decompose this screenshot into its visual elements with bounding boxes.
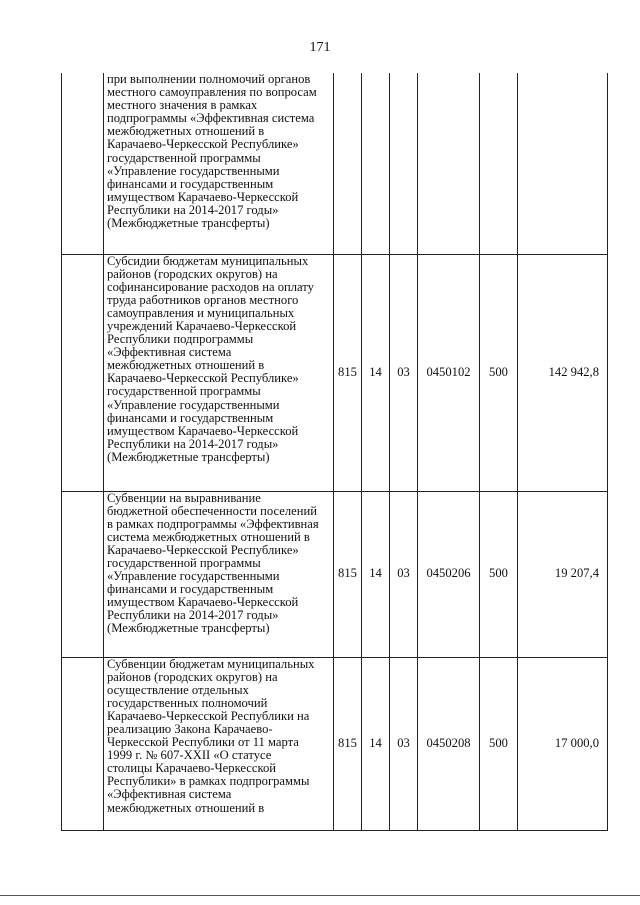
description-line: «Управление государственными — [107, 163, 280, 178]
description-line: бюджетной обеспеченности поселений — [107, 503, 317, 518]
page-number: 171 — [309, 40, 331, 55]
target-article-cell: 0450206 — [418, 491, 480, 657]
description-line: осуществление отдельных — [107, 682, 249, 697]
description-line: Карачаево-Черкесской Республике» — [107, 137, 299, 152]
description-line: Карачаево-Черкесской Республике» — [107, 542, 299, 557]
description-line: имуществом Карачаево-Черкесской — [107, 189, 299, 204]
description-line: Республики на 2014-2017 годы» — [107, 436, 279, 451]
subsection-code-cell: 03 — [390, 491, 418, 657]
description-line: при выполнении полномочий органов — [107, 72, 311, 86]
description-line: учреждений Карачаево-Черкесской — [107, 318, 297, 333]
section-code-cell: 14 — [362, 254, 390, 491]
description-line: Карачаево-Черкесской Республики на — [107, 708, 310, 723]
description-line: межбюджетных отношений в — [107, 358, 265, 373]
description-line: Республики» в рамках подпрограммы — [107, 774, 310, 789]
row-index-cell — [62, 73, 104, 254]
ministry-code-cell: 815 — [334, 657, 362, 830]
section-code-cell: 14 — [362, 491, 390, 657]
description-line: в рамках подпрограммы «Эффективная — [107, 516, 319, 531]
description-line: Черкесской Республики от 11 марта — [107, 735, 299, 750]
table-row — [62, 491, 608, 657]
subsection-code-cell: 03 — [390, 657, 418, 830]
description-line: межбюджетных отношений в — [107, 124, 265, 139]
description-line: Республики на 2014-2017 годы» — [107, 202, 279, 217]
description-line: «Эффективная система — [107, 345, 232, 360]
section-code-cell: 14 — [362, 657, 390, 830]
row-description — [104, 73, 334, 254]
description-line: государственной программы — [107, 555, 261, 570]
page-bottom-edge — [0, 895, 640, 896]
description-line: софинансирование расходов на оплату — [107, 279, 314, 294]
description-line: межбюджетных отношений в — [107, 800, 265, 815]
expense-type-cell — [480, 73, 518, 254]
expense-type-cell: 500 — [480, 254, 518, 491]
amount-cell — [518, 73, 608, 254]
description-line: «Управление государственными — [107, 569, 280, 584]
row-index-cell — [62, 657, 104, 830]
description-line: столицы Карачаево-Черкесской — [107, 761, 276, 776]
description-line: (Межбюджетные трансферты) — [107, 216, 270, 231]
description-line: Субвенции бюджетам муниципальных — [107, 656, 315, 671]
target-article-cell — [418, 73, 480, 254]
row-description — [104, 491, 334, 657]
description-line: (Межбюджетные трансферты) — [107, 621, 270, 636]
description-line: Субвенции на выравнивание — [107, 490, 261, 505]
row-description — [104, 657, 334, 830]
ministry-code-cell: 815 — [334, 254, 362, 491]
description-line: имуществом Карачаево-Черкесской — [107, 423, 299, 438]
subsection-code-cell: 03 — [390, 254, 418, 491]
target-article-cell: 0450208 — [418, 657, 480, 830]
ministry-code-cell: 815 — [334, 491, 362, 657]
row-index-cell — [62, 254, 104, 491]
description-line: местного самоуправления по вопросам — [107, 85, 317, 100]
description-line: «Управление государственными — [107, 397, 280, 412]
description-line: государственных полномочий — [107, 695, 268, 710]
description-line: Республики на 2014-2017 годы» — [107, 608, 279, 623]
description-line: районов (городских округов) на — [107, 669, 278, 684]
row-index-cell — [62, 491, 104, 657]
budget-table — [61, 73, 608, 831]
description-line: 1999 г. № 607-XXII «О статусе — [107, 748, 272, 763]
description-line: реализацию Закона Карачаево- — [107, 721, 273, 736]
description-line: финансами и государственным — [107, 176, 274, 191]
amount-cell: 19 207,4 — [518, 491, 608, 657]
expense-type-cell: 500 — [480, 657, 518, 830]
table-row — [62, 73, 608, 254]
description-line: имуществом Карачаево-Черкесской — [107, 595, 299, 610]
description-line: Карачаево-Черкесской Республике» — [107, 371, 299, 386]
amount-cell: 17 000,0 — [518, 657, 608, 830]
description-line: финансами и государственным — [107, 410, 274, 425]
ministry-code-cell — [334, 73, 362, 254]
amount-cell: 142 942,8 — [518, 254, 608, 491]
description-line: система межбюджетных отношений в — [107, 529, 310, 544]
description-line: финансами и государственным — [107, 582, 274, 597]
description-line: труда работников органов местного — [107, 292, 299, 307]
table-row — [62, 657, 608, 830]
description-line: самоуправления и муниципальных — [107, 305, 295, 320]
description-line: «Эффективная система — [107, 787, 232, 802]
description-line: районов (городских округов) на — [107, 266, 278, 281]
description-line: Республики подпрограммы — [107, 332, 254, 347]
description-line: (Межбюджетные трансферты) — [107, 449, 270, 464]
expense-type-cell: 500 — [480, 491, 518, 657]
subsection-code-cell — [390, 73, 418, 254]
description-line: Субсидии бюджетам муниципальных — [107, 253, 309, 268]
description-line: подпрограммы «Эффективная система — [107, 111, 315, 126]
target-article-cell: 0450102 — [418, 254, 480, 491]
description-line: государственной программы — [107, 384, 261, 399]
description-line: государственной программы — [107, 150, 261, 165]
row-description — [104, 254, 334, 491]
description-line: местного значения в рамках — [107, 98, 258, 113]
section-code-cell — [362, 73, 390, 254]
table-row — [62, 254, 608, 491]
